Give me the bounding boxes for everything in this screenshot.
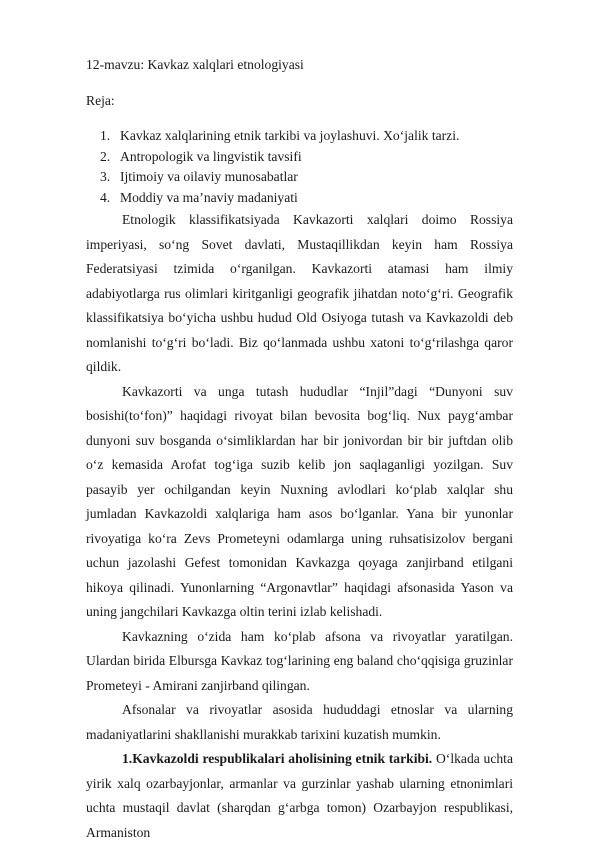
plan-label: Reja: xyxy=(86,93,115,108)
body-text xyxy=(86,208,513,845)
plan-item xyxy=(100,148,459,169)
body-paragraph: Kavkazorti va unga tutash hududlar “Injil”dagi “Dunyoni suv bosishi(to‘fon)” haqidagi rivoyat bilan bevosita bog‘liq. Nux payg‘ambar dunyoni suv bosganda o‘simliklardan har bir jonivordan bir bir juftdan olib o‘z kemasida Arofat tog‘iga suzib kelib jon saqlaganligi yozilgan. Suv pasayib yer ochilgandan keyin Nuxning avlodlari ko‘plab xalqlar shu jumladan Kavkazoldi xalqlariga ham asos bo‘lganlar. Yana bir yunonlar rivoyatiga ko‘ra Zevs Prometeyni odamlarga uning ruhsatisizolov bergani uchun jazolashi Gefest tomonidan Kavkazga qoyaga zanjirband etilgani hikoya qilinadi. Yunonlarning “Argonavtlar” haqidagi afsonasida Yason va uning jangchilari Kavkazga oltin terini izlab kelishadi. xyxy=(86,383,513,619)
plan-item-text: Antropologik va lingvistik tavsifi xyxy=(120,148,302,164)
plan-item-number: 1. xyxy=(100,128,111,143)
plan-item-number: 3. xyxy=(100,169,111,185)
plan-list xyxy=(100,127,459,210)
plan-item-number: 4. xyxy=(100,190,111,206)
plan-item xyxy=(100,127,459,148)
page-title: 12-mavzu: Kavkaz xalqlari etnologiyasi xyxy=(86,57,304,72)
body-paragraph: Afsonalar va rivoyatlar asosida hududdagi etnoslar va ularning madaniyatlarini shakllanishi murakkab tarixini kuzatish mumkin. xyxy=(86,702,513,742)
body-paragraph: Etnologik klassifikatsiyada Kavkazorti xalqlari doimo Rossiya imperiyasi, so‘ng Sovet davlati, Mustaqillikdan keyin ham Rossiya Federatsiyasi tzimida o‘rganilgan. Kavkazorti atamasi ham ilmiy adabiyotlarga rus olimlari kiritganligi geografik jihatdan noto‘g‘ri. Geografik klassifikatsiya bo‘yicha ushbu hudud Old Osiyoga tutash va Kavkazoldi deb nomlanishi to‘g‘ri bo‘ladi. Biz qo‘lanmada ushbu xatoni to‘g‘rilashga qaror qildik. xyxy=(86,212,513,374)
plan-item-text: Moddiy va ma’naviy madaniyati xyxy=(120,190,298,206)
plan-item-text: Ijtimoiy va oilaviy munosabatlar xyxy=(120,169,298,185)
body-paragraph: Kavkazning o‘zida ham ko‘plab afsona va rivoyatlar yaratilgan. Ulardan birida Elbursga Kavkaz tog‘larining eng baland cho‘qqisiga gruzinlar Prometeyi - Amirani zanjirband qilingan. xyxy=(86,628,513,693)
section-paragraph xyxy=(86,747,513,845)
plan-item xyxy=(100,168,459,189)
plan-item-number: 2. xyxy=(100,148,111,164)
plan-item-text: Kavkaz xalqlarining etnik tarkibi va joylashuvi. Xo‘jalik tarzi. xyxy=(120,128,460,143)
section-text: O‘lkada uchta yirik xalq ozarbayjonlar, armanlar va gurzinlar yashab ularning etnonimlari uchta mustaqil davlat (sharqdan g‘arbga tomon) Ozarbayjon respublikasi, Armaniston xyxy=(86,751,513,840)
section-heading: 1.Kavkazoldi respublikalari aholisining etnik tarkibi. xyxy=(122,751,433,766)
plan-item xyxy=(100,189,459,210)
